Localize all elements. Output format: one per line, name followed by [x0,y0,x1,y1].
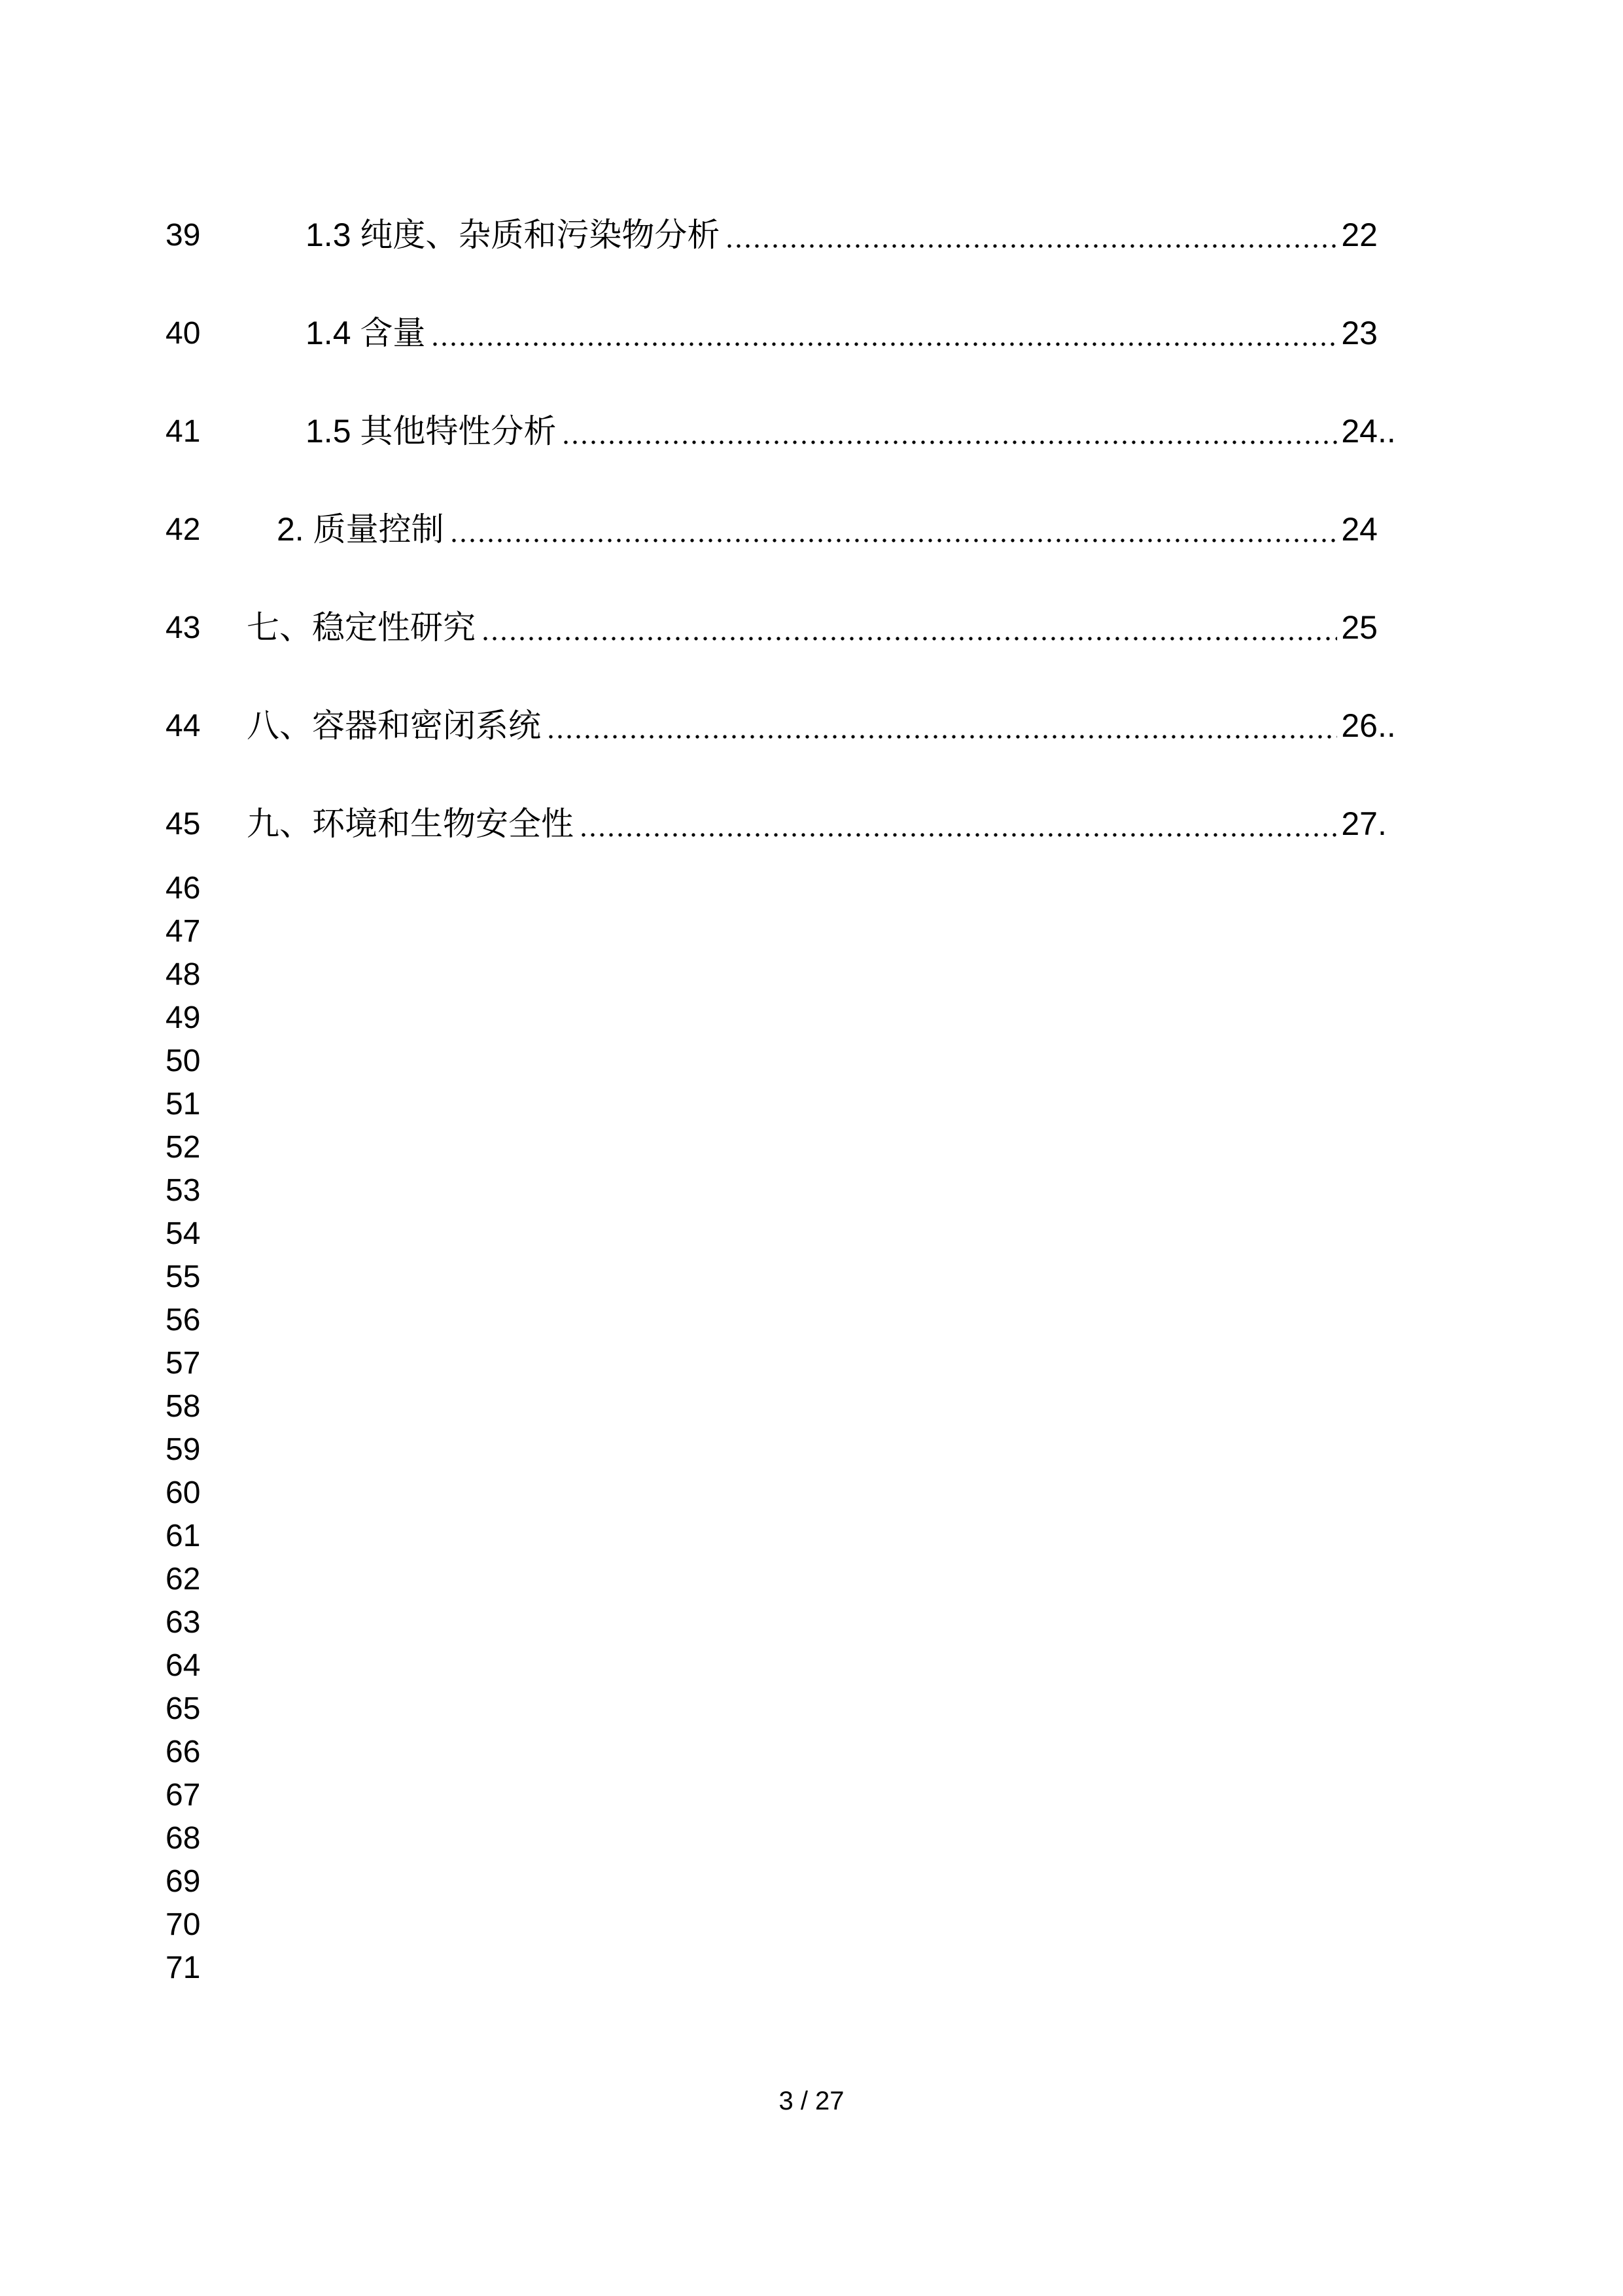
empty-line-number: 57 [166,1346,201,1381]
page-number-indicator: 3 / 27 [778,2087,845,2115]
line-number: 42 [166,512,201,547]
empty-line-number: 52 [166,1130,201,1165]
line-number: 40 [166,316,201,351]
toc-entry[interactable]: 45 九、环境和生物安全性 27 . [166,746,1378,844]
toc-entry-title: 七、稳定性研究 [247,609,476,646]
toc-entry[interactable]: 41 1.5 其他特性分析 24 .. [166,353,1378,451]
line-number: 44 [166,709,201,743]
empty-line-number: 48 [166,957,201,992]
empty-line-number: 55 [166,1260,201,1294]
dot-leader [579,833,1337,837]
empty-line-number: 67 [166,1778,201,1812]
empty-line-number: 59 [166,1432,201,1467]
toc-entry[interactable]: 44 八、容器和密闭系统 26 .. [166,648,1378,746]
empty-line-number: 68 [166,1821,201,1856]
toc-entry[interactable] [166,255,1378,353]
empty-line-number: 66 [166,1735,201,1769]
toc-entry-title: 1.4 含量 [305,315,426,351]
empty-line-number: 60 [166,1475,201,1510]
line-number: 39 [166,218,201,253]
empty-line-number: 61 [166,1519,201,1553]
toc-entry-page-number: 24 [1341,511,1378,548]
empty-line-number: 50 [166,1044,201,1078]
toc-entry[interactable] [166,451,1378,550]
dot-leader [546,735,1337,739]
toc-entry-title: 九、环境和生物安全性 [247,805,574,842]
toc-entry-page-number: 23 [1341,315,1378,351]
toc-entry-title: 1.3 纯度、杂质和污染物分析 [305,217,720,253]
empty-line-number: 71 [166,1951,201,1985]
toc-entry-page-number: 27 [1341,805,1378,842]
dot-leader [449,539,1338,542]
line-number: 41 [166,414,201,449]
empty-line-number: 69 [166,1864,201,1899]
toc-entry[interactable] [166,550,1378,648]
toc-entry-page-number: 26 [1341,707,1378,744]
empty-line-number: 47 [166,914,201,949]
empty-line-number: 49 [166,1000,201,1035]
line-number: 43 [166,610,201,645]
toc-entry-page-number: 24 [1341,413,1378,450]
toc-entry-title: 2. 质量控制 [277,511,444,548]
line-number: 45 [166,807,201,841]
dot-leader [561,440,1337,444]
empty-line-number: 54 [166,1216,201,1251]
toc-entry-page-number: 22 [1341,217,1378,253]
empty-line-number: 65 [166,1691,201,1726]
empty-line-number: 63 [166,1605,201,1640]
empty-line-number: 64 [166,1648,201,1683]
empty-line-number: 70 [166,1907,201,1942]
empty-line-number: 53 [166,1173,201,1208]
dot-leader [430,342,1337,346]
empty-line-numbers-column [166,864,200,1987]
dot-leader [725,244,1337,248]
empty-line-number: 56 [166,1303,201,1337]
empty-line-number: 46 [166,871,201,906]
empty-line-number: 58 [166,1389,201,1424]
toc-entry-title: 八、容器和密闭系统 [247,707,541,744]
page-footer [0,2084,1623,2118]
table-of-contents [166,157,1396,844]
toc-entry-title: 1.5 其他特性分析 [305,413,557,450]
empty-line-number: 51 [166,1087,201,1122]
toc-entry-page-number: 25 [1341,609,1378,646]
dot-leader [481,637,1337,641]
toc-entry[interactable] [166,157,1378,255]
empty-line-number: 62 [166,1562,201,1597]
